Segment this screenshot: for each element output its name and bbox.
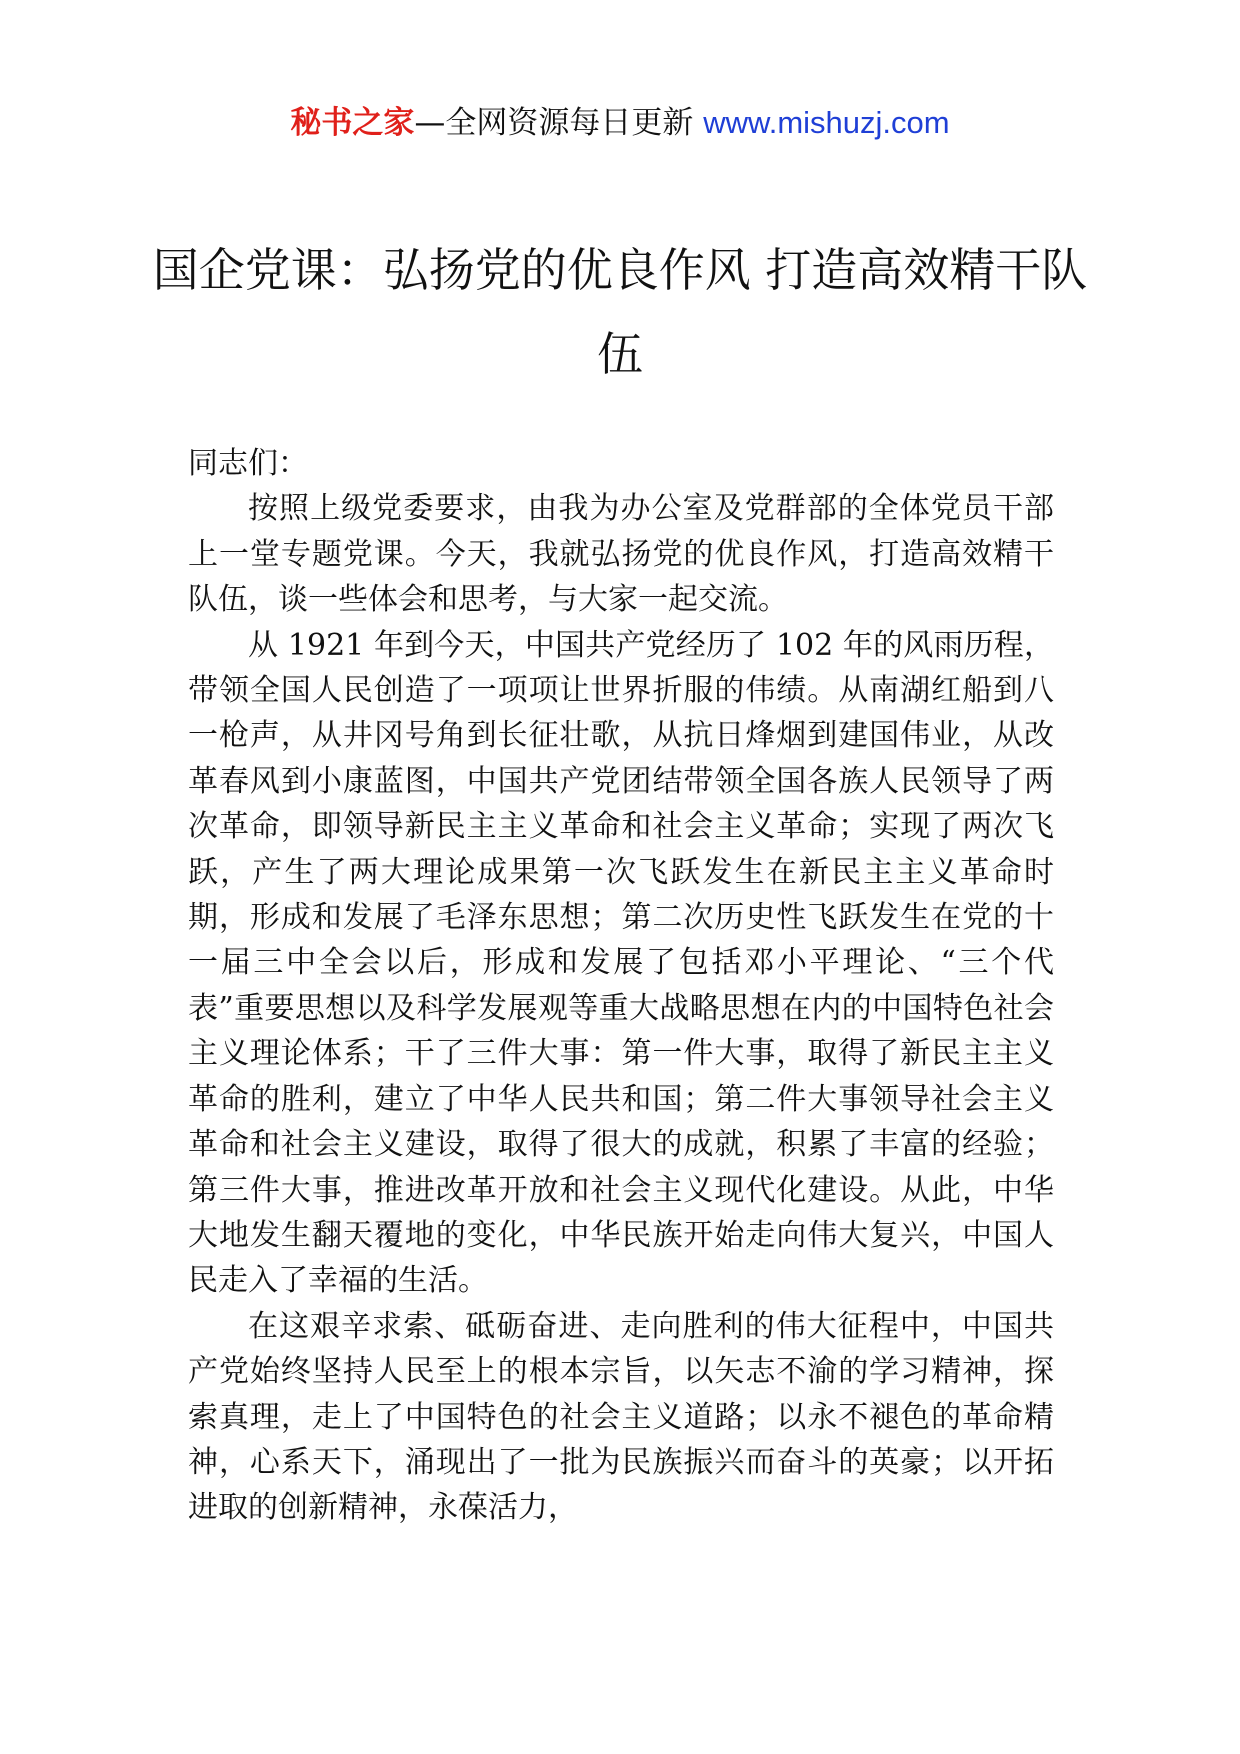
page-header: [0, 100, 1240, 146]
header-slogan: —全网资源每日更新: [414, 105, 704, 141]
header-url-link[interactable]: www.mishuzj.com: [703, 105, 950, 140]
document-body: [188, 441, 1054, 1531]
paragraph: 在这艰辛求索、砥砺奋进、走向胜利的伟大征程中，中国共产党始终坚持人民至上的根本宗旨，以矢志不渝的学习精神，探索真理，走上了中国特色的社会主义道路；以永不褪色的革命精神，心系天下，涌现出了一批为民族振兴而奋斗的英豪；以开拓进取的创新精神，永葆活力，: [188, 1308, 1054, 1526]
document-title: 国企党课：弘扬党的优良作风 打造高效精干队伍: [152, 243, 1088, 381]
salutation: 同志们：: [188, 446, 308, 481]
paragraph: 从 1921 年到今天，中国共产党经历了 102 年的风雨历程，带领全国人民创造了一项项让世界折服的伟绩。从南湖红船到八一枪声，从井冈号角到长征壮歌，从抗日烽烟到建国伟业，从改革春风到小康蓝图，中国共产党团结带领全国各族人民领导了两次革命，即领导新民主主义革命和社会主义革命；实现了两次飞跃，产生了两大理论成果第一次飞跃发生在新民主主义革命时期，形成和发展了毛泽东思想；第二次历史性飞跃发生在党的十一届三中全会以后，形成和发展了包括邓小平理论、“三个代表”重要思想以及科学发展观等重大战略思想在内的中国特色社会主义理论体系；干了三件大事：第一件大事，取得了新民主主义革命的胜利，建立了中华人民共和国；第二件大事领导社会主义革命和社会主义建设，取得了很大的成就，积累了丰富的经验；第三件大事，推进改革开放和社会主义现代化建设。从此，中华大地发生翻天覆地的变化，中华民族开始走向伟大复兴，中国人民走入了幸福的生活。: [188, 627, 1054, 1299]
paragraph: 按照上级党委要求，由我为办公室及党群部的全体党员干部上一堂专题党课。今天，我就弘扬党的优良作风，打造高效精干队伍，谈一些体会和思考，与大家一起交流。: [188, 491, 1054, 618]
header-brand: 秘书之家: [290, 105, 415, 141]
